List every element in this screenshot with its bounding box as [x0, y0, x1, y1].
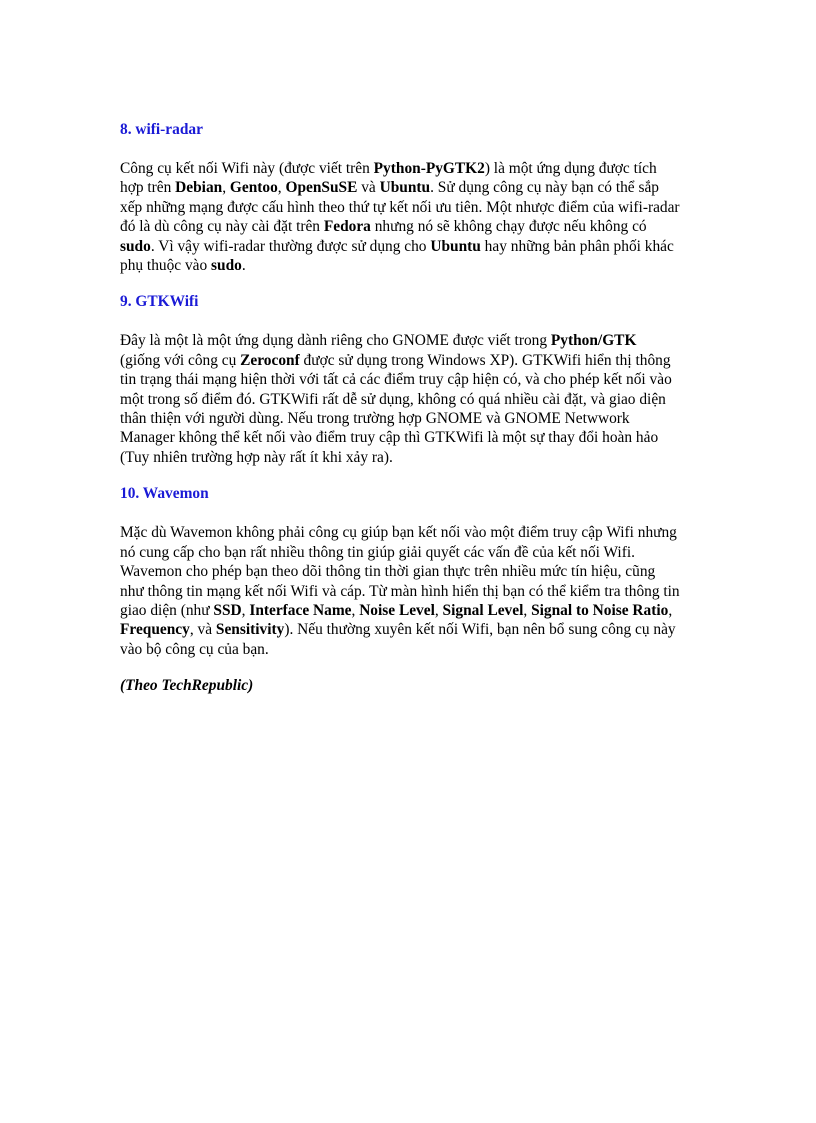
bold-term: SSD	[213, 601, 242, 619]
section-heading: 9. GTKWifi	[120, 293, 199, 311]
bold-term: Debian	[175, 179, 223, 197]
section-wifi-radar	[120, 120, 680, 275]
bold-term: Noise Level	[359, 601, 435, 619]
section-heading: 8. wifi-radar	[120, 121, 203, 138]
text-run: ,	[668, 601, 673, 619]
bold-term: Ubuntu	[430, 237, 481, 255]
bold-term: Ubuntu	[379, 179, 431, 197]
text-run: ,	[351, 601, 360, 619]
bold-term: OpenSuSE	[285, 179, 358, 197]
bold-term: Gentoo	[229, 179, 278, 197]
text-run: ,	[523, 601, 532, 619]
text-run: Mặc dù Wavemon không phải công cụ giúp bạn kết nối vào một điểm truy cập Wifi nhưng nó cung cấp cho bạn rất nhiều thông tin giúp giải quyết các vấn đề của kết nối Wifi. Wavemon cho phép bạn theo dõi thông tin thời gian thực trên nhiều mức tín hiệu, cũng như thông tin mạng kết nối Wifi và cáp. Từ màn hình hiển thị bạn có thể kiểm tra thông tin giao diện (như	[120, 524, 680, 619]
bold-term: Python-PyGTK2	[373, 160, 485, 177]
text-run: được sử dụng trong Windows XP). GTKWifi hiển thị thông tin trạng thái mạng hiện thời với tất cả các điểm truy cập hiện có, và cho phép kết nối vào một trong số điểm đó. GTKWifi rất dễ sử dụng, không có quá nhiều cài đặt, và giao diện thân thiện với người dùng. Nếu trong trường hợp GNOME và GNOME Netwwork Manager không thể kết nối vào điểm truy cập thì GTKWifi là một sự thay đổi hoàn hảo (Tuy nhiên trường hợp này rất ít khi xảy ra).	[120, 351, 672, 466]
text-run: Công cụ kết nối Wifi này (được viết trên	[120, 160, 374, 177]
bold-term: Signal to Noise Ratio	[531, 601, 669, 619]
text-run: ). Nếu thường xuyên kết nối Wifi, bạn nên bổ sung công cụ này vào bộ công cụ của bạn.	[120, 621, 676, 658]
section-paragraph	[120, 159, 680, 275]
section-gtkwifi	[120, 292, 680, 467]
bold-term: sudo	[211, 257, 242, 275]
bold-term: Sensitivity	[215, 621, 285, 639]
text-run: , và	[189, 621, 216, 639]
text-run: . Sử dụng công cụ này bạn có thể sắp xếp những mạng được cấu hình theo thứ tự kết nối ưu tiên. Một nhược điểm của wifi-radar đó là dù công cụ này cài đặt trên	[120, 179, 680, 236]
text-run: ,	[277, 179, 286, 197]
section-wavemon	[120, 484, 680, 659]
text-run: nhưng nó sẽ không chạy được nếu không có	[370, 218, 647, 236]
section-paragraph	[120, 523, 680, 659]
source-credit: (Theo TechRepublic)	[120, 677, 254, 695]
bold-term: Zeroconf	[240, 351, 300, 369]
text-run: Đây là một là một ứng dụng dành riêng cho GNOME được viết trong	[120, 332, 551, 350]
text-run: ) là một ứng dụng được tích hợp trên	[120, 160, 657, 197]
text-run: ,	[222, 179, 230, 197]
text-run: ,	[241, 601, 250, 619]
section-paragraph	[120, 331, 680, 467]
text-run: ,	[434, 601, 443, 619]
text-run: hay những bản phân phối khác phụ thuộc vào	[120, 237, 674, 275]
bold-term: Interface Name	[249, 601, 352, 619]
text-run: và	[357, 179, 380, 197]
bold-term: sudo	[120, 237, 151, 255]
text-run: . Vì vậy wifi-radar thường được sử dụng cho	[150, 237, 431, 255]
bold-term: Signal Level	[442, 601, 524, 619]
document-page	[120, 120, 680, 696]
bold-term: Frequency	[120, 621, 190, 639]
bold-term: Python/GTK	[550, 332, 637, 350]
section-heading: 10. Wavemon	[120, 485, 209, 503]
text-run: (giống với công cụ	[120, 351, 241, 369]
text-run: .	[241, 257, 246, 275]
bold-term: Fedora	[323, 218, 371, 236]
